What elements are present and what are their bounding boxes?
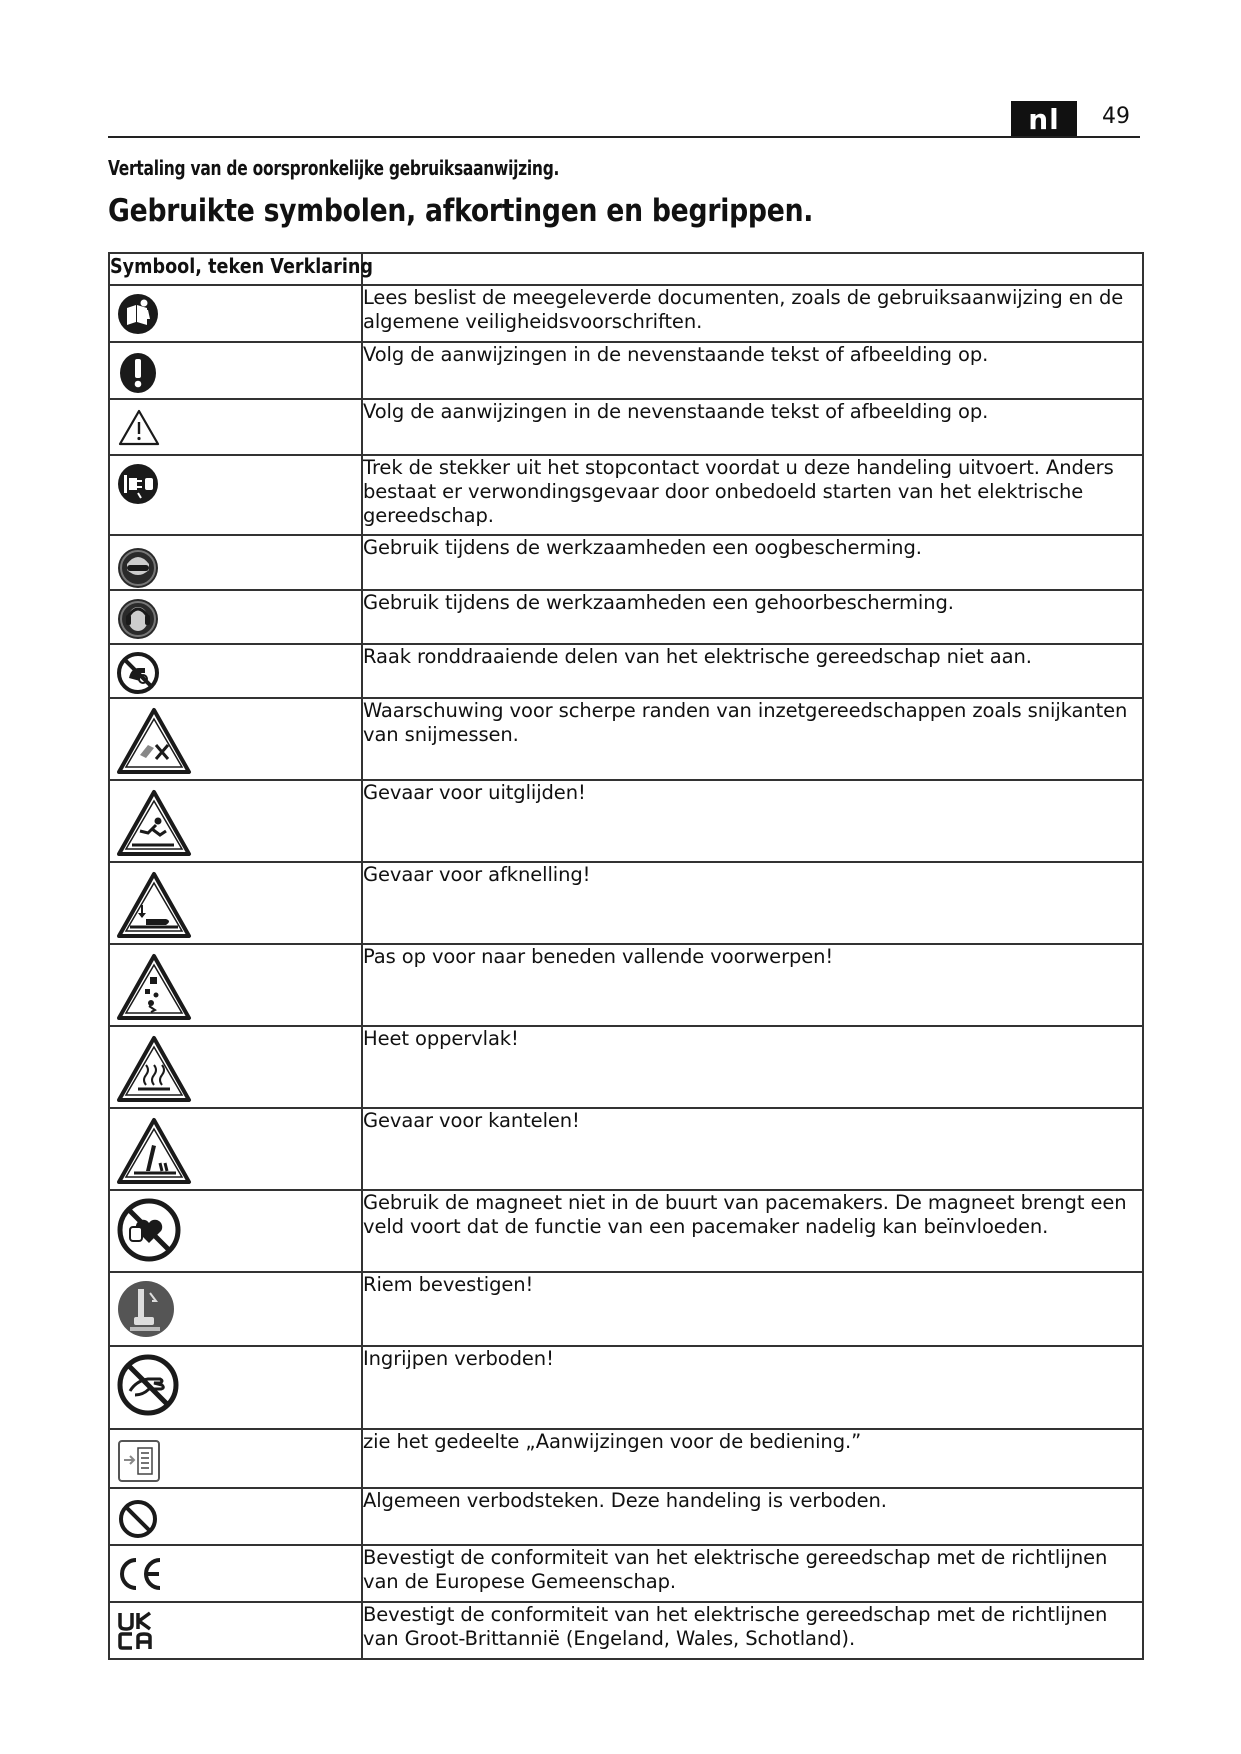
- table-row: [109, 590, 1143, 644]
- explanation-cell: Gebruik de magneet niet in de buurt van pacemakers. De magneet brengt een veld voort dat de functie van een pacemaker nadelig kan beïnvloeden.: [362, 1190, 1143, 1272]
- table-row: [109, 399, 1143, 455]
- table-row: [109, 1602, 1143, 1659]
- explanation-cell: Volg de aanwijzingen in de nevenstaande tekst of afbeelding op.: [362, 399, 1143, 455]
- no-touch-rotating-icon: [116, 651, 160, 695]
- explanation-cell: Gevaar voor kantelen!: [362, 1108, 1143, 1190]
- table-row: [109, 1545, 1143, 1602]
- ukca-mark-icon: [116, 1609, 156, 1653]
- symbol-cell: [109, 1026, 362, 1108]
- prohibition-icon: [116, 1495, 160, 1539]
- table-row: [109, 1108, 1143, 1190]
- page-number: 49: [1102, 104, 1130, 129]
- symbol-cell: [109, 399, 362, 455]
- symbol-cell: [109, 862, 362, 944]
- table-row: [109, 285, 1143, 342]
- see-section-icon: [116, 1438, 162, 1484]
- symbol-cell: [109, 644, 362, 698]
- table-header-empty: [362, 253, 1143, 285]
- symbol-cell: [109, 1545, 362, 1602]
- symbol-cell: [109, 1272, 362, 1346]
- sharp-edges-warning-icon: [116, 705, 192, 775]
- explanation-cell: Gebruik tijdens de werkzaamheden een gehoorbescherming.: [362, 590, 1143, 644]
- falling-objects-icon: [116, 951, 192, 1021]
- no-reach-in-icon: [116, 1353, 180, 1417]
- hot-surface-icon: [116, 1033, 192, 1103]
- ear-protection-icon: [116, 597, 160, 641]
- explanation-cell: Gevaar voor afknelling!: [362, 862, 1143, 944]
- mandatory-exclamation-icon: [116, 349, 160, 395]
- table-row: [109, 1429, 1143, 1488]
- explanation-cell: Trek de stekker uit het stopcontact voordat u deze handeling uitvoert. Anders bestaat er verwondingsgevaar door onbedoeld starten van het elektrische gereedschap.: [362, 455, 1143, 535]
- explanation-cell: Gevaar voor uitglijden!: [362, 780, 1143, 862]
- document-subtitle: Vertaling van de oorspronkelijke gebruiksaanwijzing.: [108, 156, 560, 180]
- symbol-cell: [109, 1602, 362, 1659]
- eye-protection-icon: [116, 546, 160, 590]
- explanation-cell: Waarschuwing voor scherpe randen van inzetgereedschappen zoals snijkanten van snijmessen.: [362, 698, 1143, 780]
- explanation-cell: Heet oppervlak!: [362, 1026, 1143, 1108]
- table-header-label: Symbool, teken Verklaring: [110, 254, 374, 278]
- symbol-cell: [109, 1346, 362, 1429]
- explanation-cell: Algemeen verbodsteken. Deze handeling is verboden.: [362, 1488, 1143, 1545]
- header-rule: [108, 136, 1140, 138]
- table-row: [109, 644, 1143, 698]
- symbol-cell: [109, 1429, 362, 1488]
- explanation-cell: Bevestigt de conformiteit van het elektrische gereedschap met de richtlijnen van Groot-Brittannië (Engeland, Wales, Schotland).: [362, 1602, 1143, 1659]
- explanation-cell: Lees beslist de meegeleverde documenten, zoals de gebruiksaanwijzing en de algemene veiligheidsvoorschriften.: [362, 285, 1143, 342]
- table-row: [109, 1026, 1143, 1108]
- table-row: [109, 1190, 1143, 1272]
- explanation-cell: Ingrijpen verboden!: [362, 1346, 1143, 1429]
- table-row: [109, 1272, 1143, 1346]
- symbol-cell: [109, 1108, 362, 1190]
- slip-hazard-icon: [116, 787, 192, 857]
- warning-triangle-icon: [116, 406, 162, 448]
- explanation-cell: Volg de aanwijzingen in de nevenstaande tekst of afbeelding op.: [362, 342, 1143, 399]
- table-row: [109, 698, 1143, 780]
- page-title: Gebruikte symbolen, afkortingen en begrippen.: [108, 193, 814, 229]
- explanation-cell: Pas op voor naar beneden vallende voorwerpen!: [362, 944, 1143, 1026]
- crush-hazard-icon: [116, 869, 192, 939]
- explanation-cell: Raak ronddraaiende delen van het elektrische gereedschap niet aan.: [362, 644, 1143, 698]
- tipping-hazard-icon: [116, 1115, 192, 1185]
- table-row: [109, 1346, 1143, 1429]
- table-row: [109, 780, 1143, 862]
- table-row: [109, 862, 1143, 944]
- symbol-cell: [109, 944, 362, 1026]
- symbol-cell: [109, 455, 362, 535]
- no-pacemaker-icon: [116, 1197, 182, 1263]
- table-row: [109, 455, 1143, 535]
- table-row: [109, 535, 1143, 590]
- symbol-cell: [109, 590, 362, 644]
- explanation-cell: Gebruik tijdens de werkzaamheden een oogbescherming.: [362, 535, 1143, 590]
- symbol-cell: [109, 285, 362, 342]
- symbol-cell: [109, 535, 362, 590]
- explanation-cell: zie het gedeelte „Aanwijzingen voor de bediening.”: [362, 1429, 1143, 1488]
- symbols-table: [108, 252, 1144, 1660]
- unplug-icon: [116, 462, 160, 506]
- language-tab: nl: [1011, 101, 1077, 137]
- explanation-cell: Bevestigt de conformiteit van het elektrische gereedschap met de richtlijnen van de Europese Gemeenschap.: [362, 1545, 1143, 1602]
- table-row: [109, 342, 1143, 399]
- symbol-cell: [109, 342, 362, 399]
- explanation-cell: Riem bevestigen!: [362, 1272, 1143, 1346]
- symbol-cell: [109, 1190, 362, 1272]
- symbol-cell: [109, 698, 362, 780]
- ce-mark-icon: [116, 1552, 166, 1596]
- read-manual-icon: [116, 292, 160, 336]
- symbol-cell: [109, 1488, 362, 1545]
- table-header-row: [109, 253, 1143, 285]
- table-row: [109, 1488, 1143, 1545]
- table-header-cell: [109, 253, 374, 285]
- table-row: [109, 944, 1143, 1026]
- symbol-cell: [109, 780, 362, 862]
- attach-belt-icon: [116, 1279, 176, 1339]
